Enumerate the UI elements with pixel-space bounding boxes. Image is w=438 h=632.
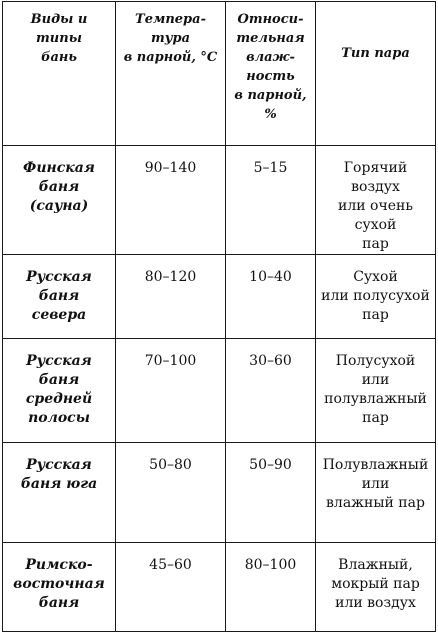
bath-types-table: [2, 1, 436, 632]
temperature-value: 90–140: [116, 146, 226, 255]
bath-name: Русская баня средней полосы: [3, 339, 116, 443]
steam-type-value: Полувлажный или влажный пар: [316, 443, 436, 543]
header-type: Виды и типы бань: [3, 2, 116, 146]
table-row: [3, 255, 436, 339]
table-row: [3, 543, 436, 632]
humidity-value: 10–40: [226, 255, 316, 339]
header-row: [3, 2, 436, 146]
temperature-value: 70–100: [116, 339, 226, 443]
humidity-value: 50–90: [226, 443, 316, 543]
bath-name: Русская баня севера: [3, 255, 116, 339]
humidity-value: 30–60: [226, 339, 316, 443]
header-steam-type: Тип пара: [316, 2, 436, 146]
bath-name: Русская баня юга: [3, 443, 116, 543]
temperature-value: 45–60: [116, 543, 226, 632]
temperature-value: 50–80: [116, 443, 226, 543]
steam-type-value: Горячий воздух или очень сухой пар: [316, 146, 436, 255]
header-humidity: Относи- тельная влаж- ность в парной, %: [226, 2, 316, 146]
steam-type-value: Полусухой или полувлажный пар: [316, 339, 436, 443]
table-row: [3, 443, 436, 543]
humidity-value: 80–100: [226, 543, 316, 632]
table-row: [3, 339, 436, 443]
bath-name: Финская баня (сауна): [3, 146, 116, 255]
table-row: [3, 146, 436, 255]
steam-type-value: Влажный, мокрый пар или воздух: [316, 543, 436, 632]
temperature-value: 80–120: [116, 255, 226, 339]
bath-name: Римско- восточная баня: [3, 543, 116, 632]
steam-type-value: Сухой или полусухой пар: [316, 255, 436, 339]
header-temperature: Темпера- тура в парной, °С: [116, 2, 226, 146]
humidity-value: 5–15: [226, 146, 316, 255]
